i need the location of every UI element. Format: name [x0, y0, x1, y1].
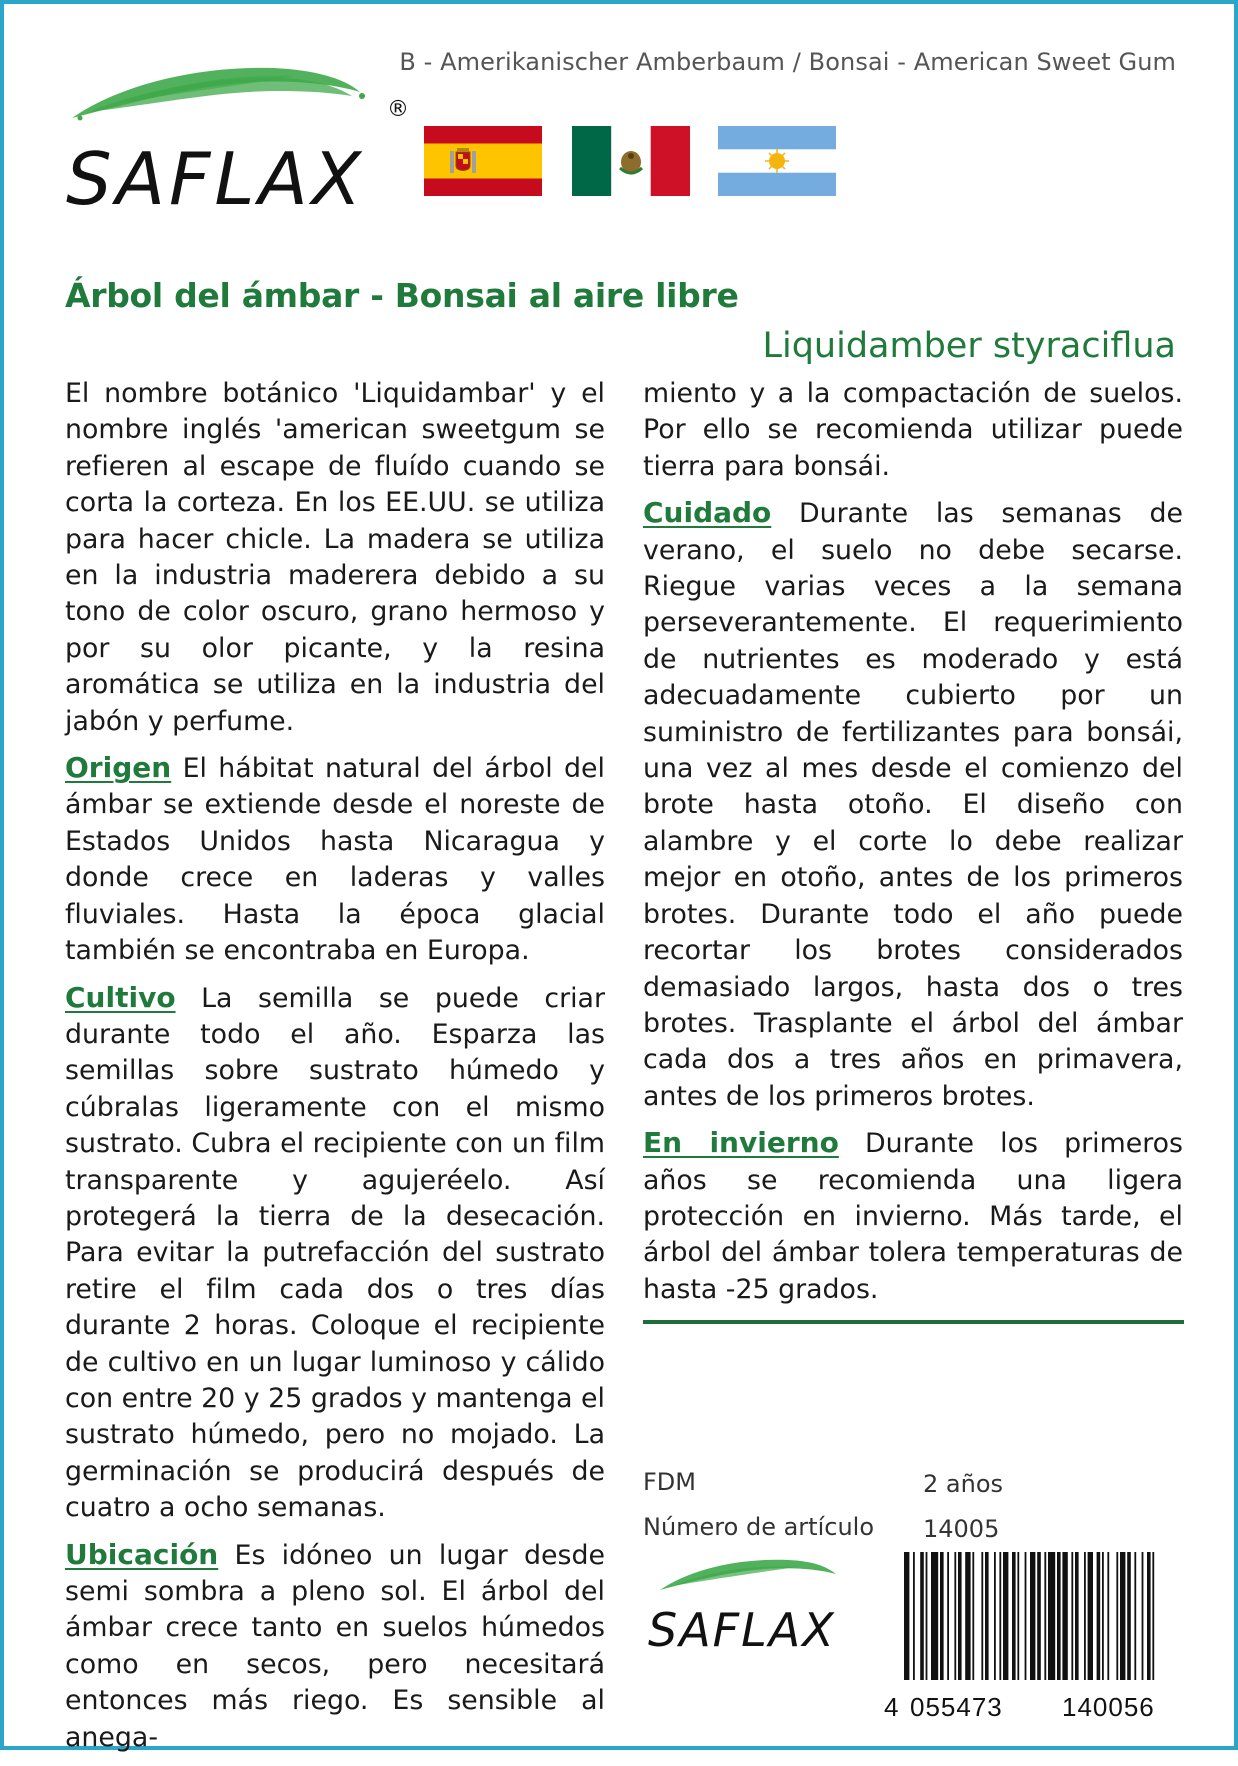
barcode-bar	[920, 1552, 924, 1702]
intro-paragraph: El nombre botánico 'Liquidambar' y el nombre inglés 'american sweetgum se refieren al escape de fluído cuando se corta la corteza. En los EE.UU. se utiliza para hacer chicle. La madera se utiliza en la industria maderera debido a su tono de color oscuro, grano hermoso y por su olor picante, y la resina aromática se utiliza en la industria del jabón y perfume.	[65, 378, 605, 737]
barcode-bar	[1127, 1552, 1131, 1702]
barcode-bar	[1116, 1552, 1118, 1702]
spain-flag-icon	[424, 126, 542, 196]
ubicacion-text-part1: Es idóneo un lugar desde semi sombra a pleno sol. El árbol del ámbar crece tanto en suelos húmedos como en secos, pero necesitará entonces más riego. Es sensible al anega-	[65, 1539, 605, 1753]
barcode-bar	[1075, 1552, 1079, 1702]
barcode-bar	[940, 1552, 944, 1702]
page-title: Árbol del ámbar - Bonsai al aire libre	[65, 276, 739, 315]
barcode-bar	[1057, 1552, 1061, 1702]
cuidado-heading: Cuidado	[643, 496, 772, 530]
article-number-value: 14005	[923, 1515, 1000, 1543]
origen-heading: Origen	[65, 751, 172, 785]
barcode-bar	[1003, 1552, 1008, 1702]
barcode-bar	[1142, 1552, 1144, 1702]
barcode-bar	[1102, 1552, 1104, 1702]
logo-text: SAFLAX	[66, 137, 366, 221]
barcode-bar	[981, 1552, 983, 1702]
barcode-group-right: 140056	[1062, 1692, 1155, 1722]
barcode-bar	[1062, 1552, 1067, 1702]
barcode-bar	[1048, 1552, 1055, 1702]
cultivo-heading: Cultivo	[65, 980, 176, 1014]
barcode-bar	[904, 1552, 909, 1702]
barcode-bar	[1084, 1552, 1086, 1702]
registered-mark: ®	[387, 97, 409, 122]
barcode-bar	[1017, 1552, 1019, 1702]
barcode-bar	[999, 1552, 1001, 1702]
barcode-bar	[1107, 1552, 1109, 1702]
brush-stroke-icon	[72, 68, 365, 121]
barcode-bar	[1037, 1552, 1041, 1702]
barcode-bar	[1088, 1552, 1093, 1702]
barcode-bar	[958, 1552, 962, 1702]
text-column-right	[643, 376, 1183, 1318]
barcode-bar	[994, 1552, 996, 1702]
barcode-bar	[947, 1552, 949, 1702]
barcode-bar	[1012, 1552, 1016, 1702]
barcode-bar	[1025, 1552, 1027, 1702]
ean-barcode	[886, 1552, 1186, 1724]
barcode-bar	[926, 1552, 928, 1702]
ubicacion-heading: Ubicación	[65, 1537, 219, 1571]
text-column-left	[65, 376, 605, 1766]
barcode-bar	[1147, 1552, 1151, 1702]
cuidado-section	[643, 495, 1183, 1115]
barcode-bar	[972, 1552, 974, 1702]
argentina-flag-icon	[718, 126, 836, 196]
invierno-section	[643, 1125, 1183, 1308]
section-divider	[643, 1320, 1184, 1324]
barcode-group-left: 055473	[910, 1692, 1003, 1722]
barcode-bar	[1152, 1552, 1154, 1702]
barcode-bar	[1134, 1552, 1136, 1702]
mexico-flag-icon	[572, 126, 690, 196]
barcode-bar	[1030, 1552, 1035, 1702]
ubicacion-section	[65, 1537, 605, 1756]
barcode-bar	[1120, 1552, 1125, 1702]
saflax-logo	[64, 62, 420, 222]
fdm-label: FDM	[643, 1468, 696, 1496]
barcode-digit-first: 4	[884, 1692, 899, 1722]
barcode-bar	[1044, 1552, 1046, 1702]
invierno-heading: En invierno	[643, 1126, 839, 1160]
barcode-bar	[931, 1552, 938, 1702]
brush-stroke-icon	[660, 1560, 836, 1590]
barcode-bar	[913, 1552, 915, 1702]
fdm-value: 2 años	[923, 1470, 1004, 1498]
barcode-bar	[1097, 1552, 1101, 1702]
cultivo-text: La semilla se puede criar durante todo el año. Esparza las semillas sobre sustrato húmedo y cúbralas ligeramente con el mismo sustrato. Cubra el recipiente con un film transparente y agujeréelo. Así protegerá la tierra de la desecación. Para evitar la putrefacción del sustrato retire el film cada dos o tres días durante 2 horas. Coloque el recipiente de cultivo en un lugar luminoso y cálido con entre 20 y 25 grados y mantenga el sustrato húmedo, pero no mojado. La germinación se producirá después de cuatro a ocho semanas.	[65, 982, 605, 1524]
barcode-bar	[1071, 1552, 1073, 1702]
logo-text-small: SAFLAX	[648, 1603, 836, 1657]
botanical-name: Liquidamber styraciflua	[762, 326, 1176, 366]
origen-text: El hábitat natural del árbol del ámbar se extiende desde el noreste de Estados Unidos hasta Nicaragua y donde crece en laderas y valles fluviales. Hasta la época glacial también se encontraba en Europa.	[65, 753, 605, 967]
cuidado-text: Durante las semanas de verano, el suelo no debe secarse. Riegue varias veces a la semana perseverantemente. El requerimiento de nutrientes es moderado y está adecuadamente cubierto por un suministro de fertilizantes para bonsái, una vez al mes desde el comienzo del brote hasta otoño. El diseño con alambre y el corte lo debe realizar mejor en otoño, antes de los primeros brotes. Durante todo el año puede recortar los brotes considerados demasiado largos, hasta dos o tres brotes. Trasplante el árbol del ámbar cada dos a tres años en primavera, antes de los primeros brotes.	[643, 498, 1183, 1112]
saflax-logo-small	[642, 1550, 862, 1658]
barcode-bars	[904, 1552, 1154, 1702]
origen-section	[65, 750, 605, 969]
ubicacion-continued: miento y a la compactación de suelos. Por ello se recomienda utilizar puede tierra para bonsái.	[643, 378, 1183, 482]
barcode-bar	[985, 1552, 989, 1702]
variety-line: B - Amerikanischer Amberbaum / Bonsai - American Sweet Gum	[399, 48, 1176, 76]
barcode-bar	[965, 1552, 970, 1702]
cultivo-section	[65, 980, 605, 1527]
article-number-label: Número de artículo	[643, 1513, 874, 1541]
barcode-bar	[954, 1552, 956, 1702]
invierno-text: Durante los primeros años se recomienda una ligera protección en invierno. Más tarde, el árbol del ámbar tolera temperaturas de hasta -25 grados.	[643, 1128, 1183, 1305]
